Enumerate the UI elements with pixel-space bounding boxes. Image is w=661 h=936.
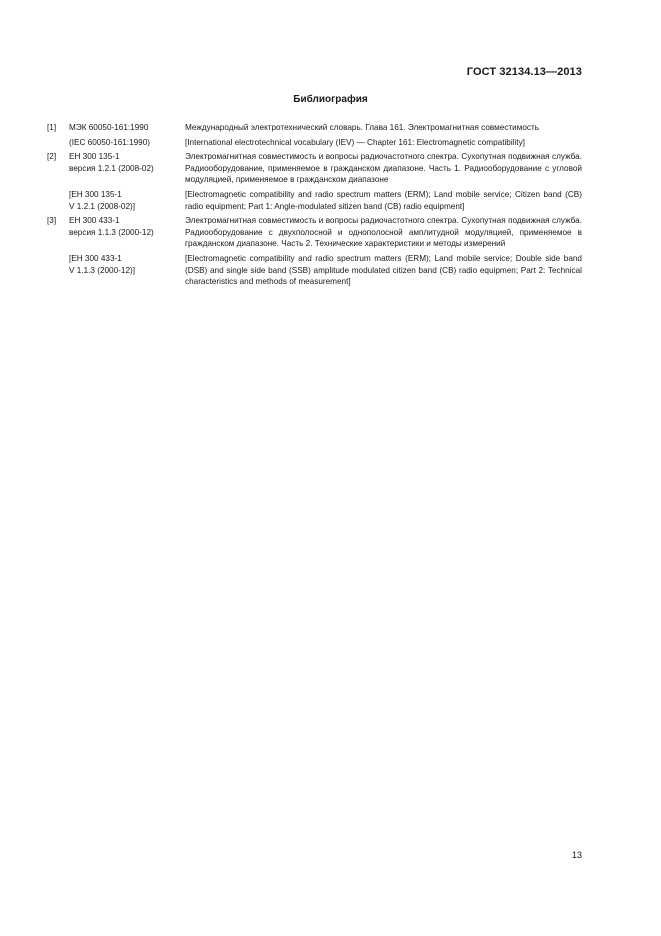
bibliography-entry [47, 253, 582, 288]
entry-designation: ЕН 300 433-1 версия 1.1.3 (2000-12) [69, 216, 154, 237]
bibliography-entry [47, 215, 582, 250]
entry-number: [2] [47, 152, 57, 162]
entry-title: [International electrotechnical vocabulary (IEV) — Chapter 161: Electromagnetic compatibility] [185, 137, 525, 147]
entry-title: [Electromagnetic compatibility and radio spectrum matters (ERM); Land mobile service; Double side band (DSB) and single side band (SSB) amplitude modulated citizen band (CB) radio equipmen; Part 2: Technical characteristics and methods of measurement] [185, 253, 582, 287]
entry-designation: МЭК 60050-161:1990 [69, 123, 149, 132]
standard-number: ГОСТ 32134.13—2013 [466, 66, 582, 78]
bibliography-list [47, 122, 582, 291]
entry-title: Международный электротехнический словарь. Глава 161. Электромагнитная совместимость [185, 123, 540, 132]
page-number: 13 [571, 850, 582, 860]
entry-designation: [EH 300 433-1 V 1.1.3 (2000-12)] [69, 253, 135, 275]
entry-number: [1] [47, 123, 57, 132]
entry-designation: [EH 300 135-1 V 1.2.1 (2008-02)] [69, 189, 135, 211]
entry-title: Электромагнитная совместимость и вопросы радиочастотного спектра. Сухопутная подвижная служба. Радиооборудование с двухполосной и однополосной амплитудной модуляцией, применяемое в гражданском диапазоне. Часть 2. Технические характеристики и методы измерений [185, 216, 582, 249]
section-title: Библиография [293, 94, 368, 105]
bibliography-entry [47, 137, 582, 149]
entry-designation: (IEC 60050-161:1990) [69, 137, 151, 147]
bibliography-entry [47, 189, 582, 212]
bibliography-entry [47, 122, 582, 134]
entry-title: Электромагнитная совместимость и вопросы радиочастотного спектра. Сухопутная подвижная служба. Радиооборудование, применяемое в гражданском диапазоне. Часть 1. Радиооборудование с угловой модуляцией, применяемое в гражданском диапазоне [185, 152, 582, 185]
entry-designation: ЕН 300 135-1 версия 1.2.1 (2008-02) [69, 152, 154, 173]
entry-number: [3] [47, 216, 57, 226]
entry-title: [Electromagnetic compatibility and radio spectrum matters (ERM); Land mobile service; Citizen band (CB) radio equipment; Part 1: Angle-modulated sitizen band (CB) radio equipment] [185, 189, 582, 211]
bibliography-entry [47, 151, 582, 186]
